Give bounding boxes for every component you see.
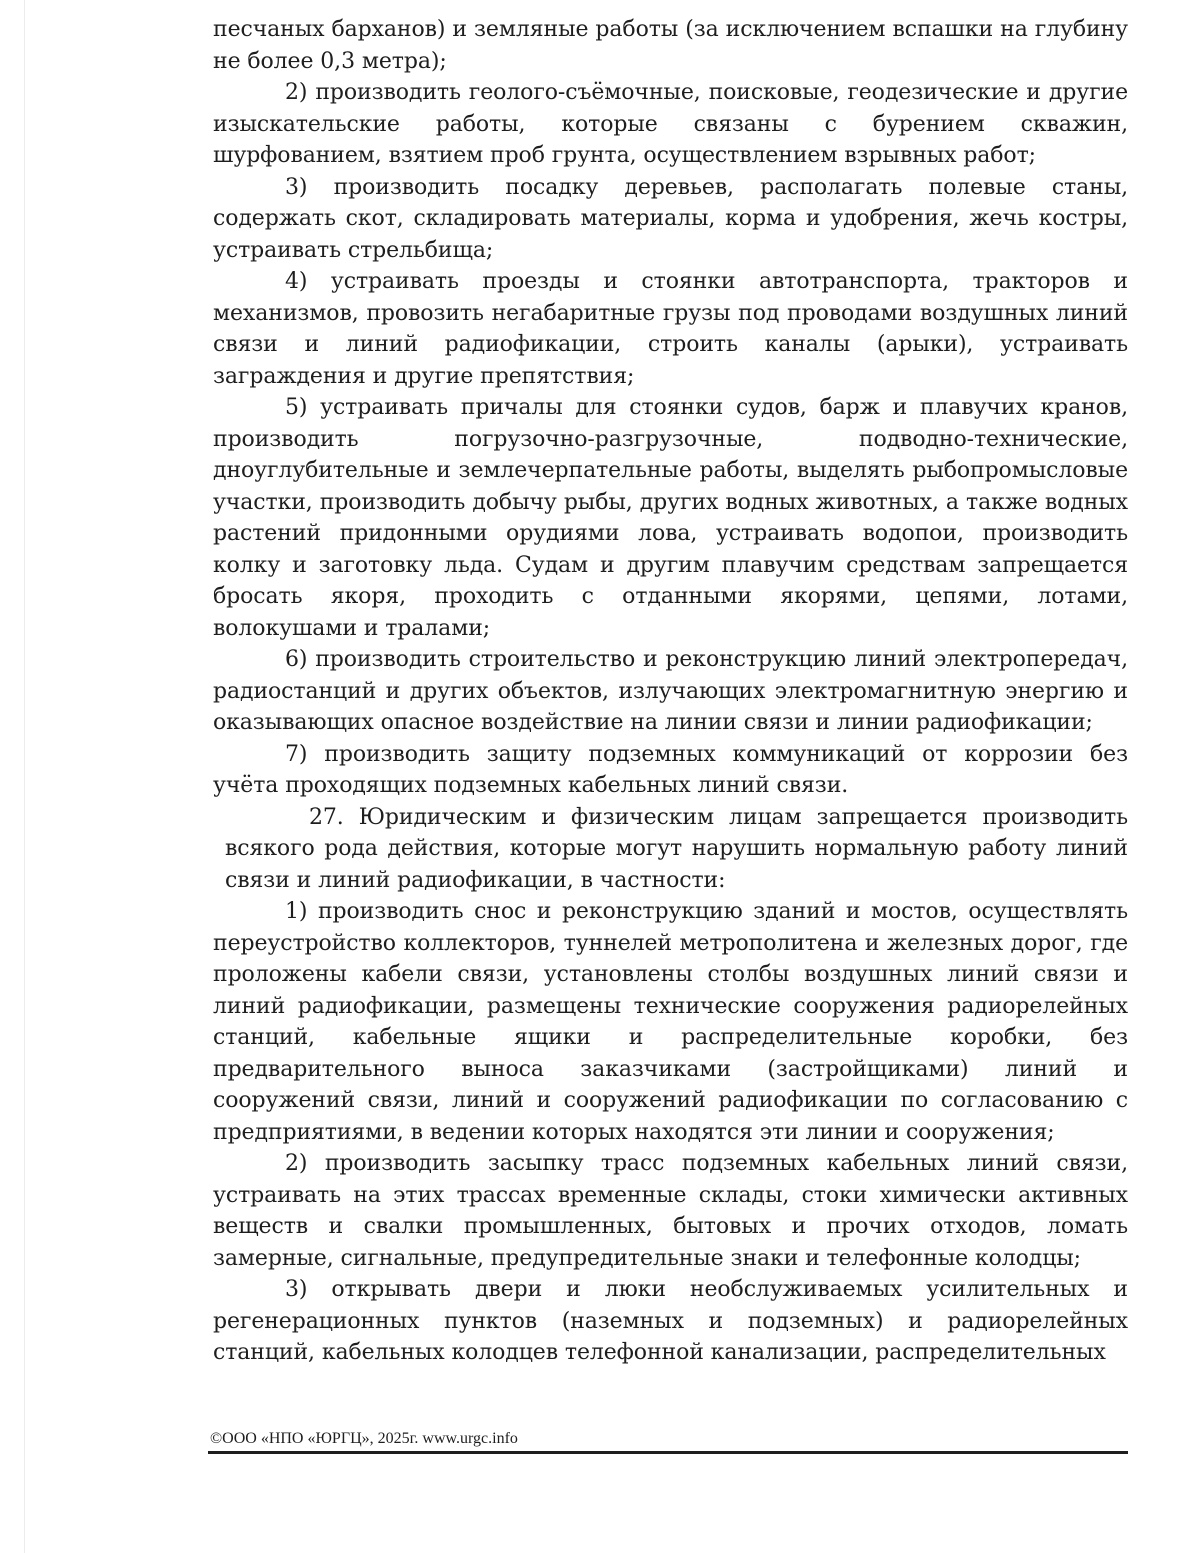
paragraph-item-3: 3) производить посадку деревьев, располагать полевые станы, содержать скот, складировать материалы, корма и удобрения, жечь костры, устраивать стрельбища; <box>213 174 1128 263</box>
paragraph-item-7: 7) производить защиту подземных коммуникаций от коррозии без учёта проходящих подземных кабельных линий связи. <box>213 741 1128 798</box>
scan-edge <box>24 0 25 1553</box>
paragraph-clause-27: 27. Юридическим и физическим лицам запрещается производить всякого рода действия, которые могут нарушить нормальную работу линий связи и линий радиофикации, в частности: <box>225 804 1128 893</box>
paragraph-item-2: 2) производить геолого-съёмочные, поисковые, геодезические и другие изыскательские работы, которые связаны с бурением скважин, шурфованием, взятием проб грунта, осуществлением взрывных работ; <box>213 80 1128 168</box>
paragraph-continuation: песчаных барханов) и земляные работы (за исключением вспашки на глубину не более 0,3 метра); <box>213 17 1128 74</box>
paragraph-item-4: 4) устраивать проезды и стоянки автотранспорта, тракторов и механизмов, провозить негабаритные грузы под проводами воздушных линий связи и линий радиофикации, строить каналы (арыки), устраивать заграждения и другие препятствия; <box>213 269 1128 389</box>
footer-copyright: ©ООО «НПО «ЮРГЦ», 2025г. www.urgc.info <box>210 1430 518 1447</box>
paragraph-item-6: 6) производить строительство и реконструкцию линий электропередач, радиостанций и других объектов, излучающих электромагнитную энергию и оказывающих опасное воздействие на линии связи и линии радиофикации; <box>213 647 1128 735</box>
footer-rule <box>208 1451 1128 1454</box>
document-body <box>213 14 1128 1369</box>
paragraph-clause-27-item-1: 1) производить снос и реконструкцию зданий и мостов, осуществлять переустройство коллекторов, туннелей метрополитена и железных дорог, где проложены кабели связи, установлены столбы воздушных линий связи и линий радиофикации, размещены технические сооружения радиорелейных станций, кабельные ящики и распределительные коробки, без предварительного выноса заказчиками (застройщиками) линий и сооружений связи, линий и сооружений радиофикации по согласованию с предприятиями, в ведении которых находятся эти линии и сооружения; <box>213 899 1128 1145</box>
paragraph-item-5: 5) устраивать причалы для стоянки судов, барж и плавучих кранов, производить погрузочно-разгрузочные, подводно-технические, дноуглубительные и землечерпательные работы, выделять рыбопромысловые участки, производить добычу рыбы, других водных животных, а также водных растений придонными орудиями лова, устраивать водопои, производить колку и заготовку льда. Судам и другим плавучим средствам запрещается бросать якоря, проходить с отданными якорями, цепями, лотами, волокушами и тралами; <box>213 395 1128 641</box>
page-footer <box>208 1429 1128 1454</box>
paragraph-clause-27-item-3: 3) открывать двери и люки необслуживаемых усилительных и регенерационных пунктов (наземных и подземных) и радиорелейных станций, кабельных колодцев телефонной канализации, распределительных <box>213 1277 1128 1365</box>
paragraph-clause-27-item-2: 2) производить засыпку трасс подземных кабельных линий связи, устраивать на этих трассах временные склады, стоки химически активных веществ и свалки промышленных, бытовых и прочих отходов, ломать замерные, сигнальные, предупредительные знаки и телефонные колодцы; <box>213 1151 1128 1271</box>
